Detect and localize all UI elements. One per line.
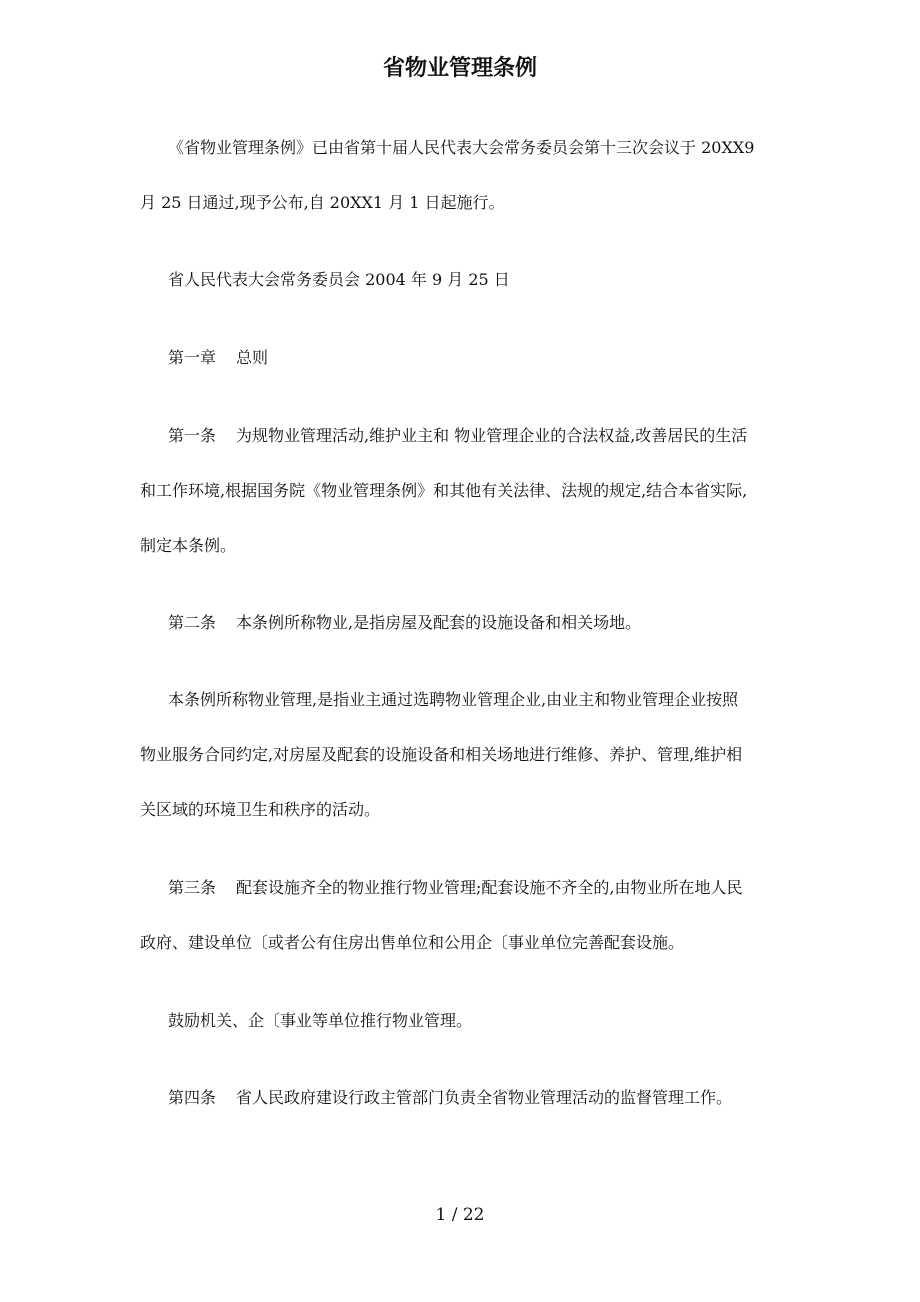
article-3-line-1 — [168, 876, 743, 900]
chapter-1-title: 总则 — [236, 348, 269, 367]
article-1-line-1 — [168, 424, 747, 448]
article-4-label: 第四条 — [168, 1088, 217, 1107]
article-3-line-2: 政府、建设单位〔或者公有住房出售单位和公用企〔事业单位完善配套设施。 — [140, 933, 685, 952]
article-2-para-2-line-2: 物业服务合同约定,对房屋及配套的设施设备和相关场地进行维修、养护、管理,维护相 — [140, 745, 743, 764]
issuer-line: 省人民代表大会常务委员会 2004 年 9 月 25 日 — [168, 270, 510, 289]
article-2-label: 第二条 — [168, 613, 217, 632]
chapter-1-heading — [168, 346, 268, 370]
chapter-1-label: 第一章 — [168, 348, 217, 367]
article-3-text-1: 配套设施齐全的物业推行物业管理;配套设施不齐全的,由物业所在地人民 — [236, 878, 743, 897]
preamble-line-2: 月 25 日通过,现予公布,自 20XX1 月 1 日起施行。 — [140, 193, 505, 212]
article-1-line-2: 和工作环境,根据国务院《物业管理条例》和其他有关法律、法规的规定,结合本省实际, — [140, 481, 748, 500]
article-4-text-1: 省人民政府建设行政主管部门负责全省物业管理活动的监督管理工作。 — [236, 1088, 733, 1107]
article-3-label: 第三条 — [168, 878, 217, 897]
article-1-text-1: 为规物业管理活动,维护业主和 物业管理企业的合法权益,改善居民的生活 — [236, 426, 748, 445]
article-1-line-3: 制定本条例。 — [140, 536, 237, 555]
article-2-para-2-line-1: 本条例所称物业管理,是指业主通过选聘物业管理企业,由业主和物业管理企业按照 — [168, 690, 739, 709]
article-2-line-1 — [168, 611, 641, 635]
page-number: 1 / 22 — [435, 1205, 485, 1225]
article-2-text-1: 本条例所称物业,是指房屋及配套的设施设备和相关场地。 — [236, 613, 642, 632]
article-3-para-2-line-1: 鼓励机关、企〔事业等单位推行物业管理。 — [168, 1011, 473, 1030]
article-4-line-1 — [168, 1086, 732, 1110]
article-1-label: 第一条 — [168, 426, 217, 445]
document-title: 省物业管理条例 — [382, 56, 537, 81]
preamble-line-1: 《省物业管理条例》已由省第十届人民代表大会常务委员会第十三次会议于 20XX9 — [168, 138, 755, 157]
article-2-para-2-line-3: 关区域的环境卫生和秩序的活动。 — [140, 800, 381, 819]
